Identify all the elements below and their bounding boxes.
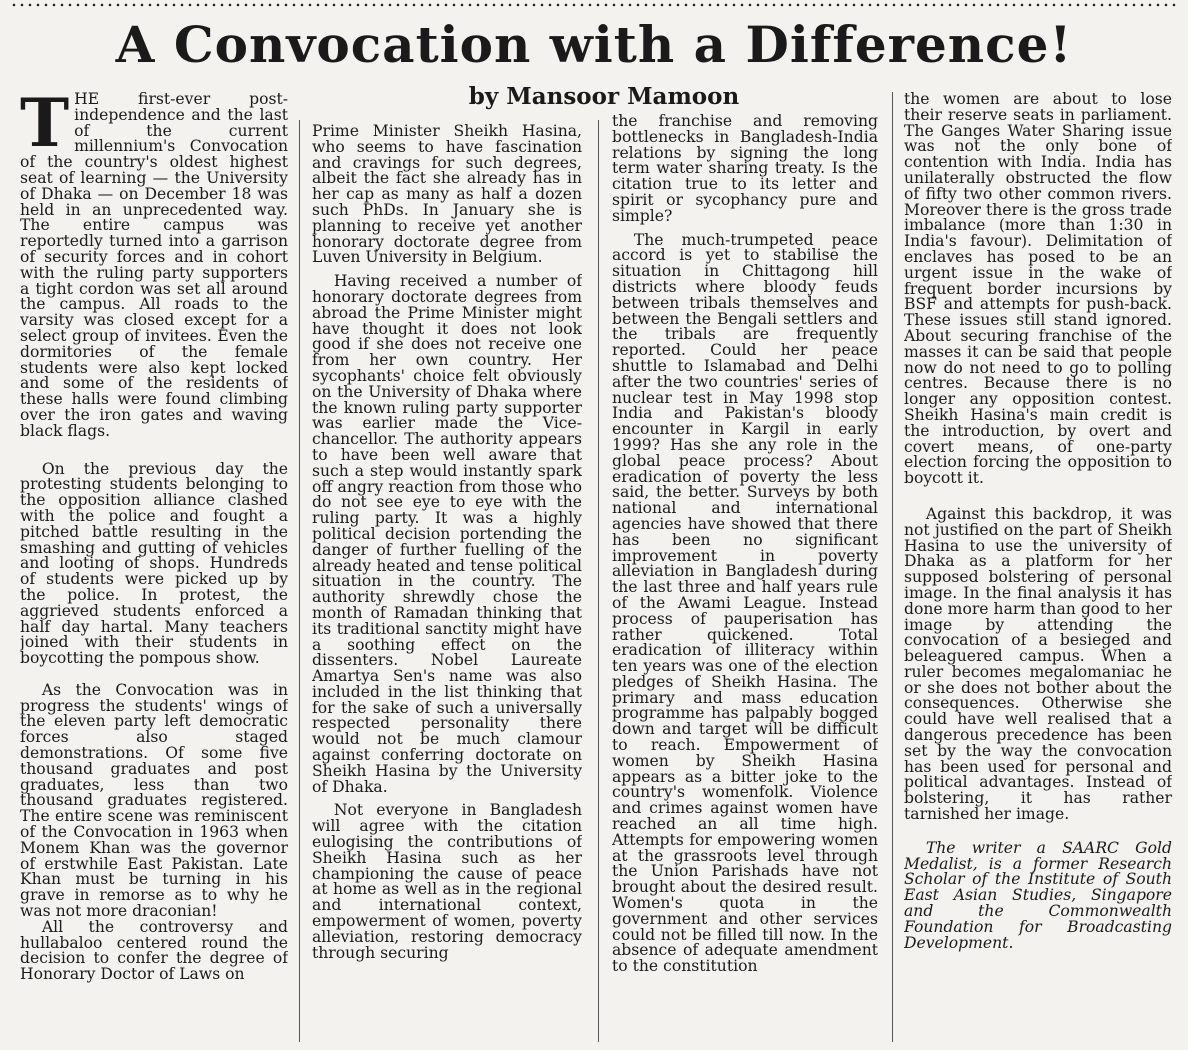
paragraph: Against this backdrop, it was not justified on the part of Sheikh Hasina to use the university of Dhaka as a platform for her supposed bolstering of personal image. In the final analysis it has done more harm than good to her image by attending the convocation of a besieged and beleaguered campus. When a ruler becomes megalomaniac he or she does not bother about the consequences. Otherwise she could have well realised that a dangerous precedence has been set by the way the convocation has been used for personal and political advantages. Instead of bolstering, it has rather tarnished her image. — [904, 504, 1172, 824]
article-column-2 — [312, 124, 582, 1042]
column-rule — [892, 92, 893, 1042]
paragraph: On the previous day the protesting students belonging to the opposition alliance clashed with the police and fought a pitched battle resulting in the smashing and gutting of vehicles and looting of shops. Hundreds of students were picked up by the police. In protest, the aggrieved students enforced a half day hartal. Many teachers joined with their students in boycotting the pompous show. — [20, 459, 288, 668]
paragraph: All the controversy and hullabaloo centered round the decision to confer the degree of Honorary Doctor of Laws on — [20, 917, 288, 984]
paragraph: the franchise and removing bottlenecks in Bangladesh-India relations by signing the long term water sharing treaty. Is the citation true to its letter and spirit or sycophancy pure and simple? — [612, 112, 878, 225]
column-rule — [299, 120, 300, 1042]
paragraph: Prime Minister Sheikh Hasina, who seems to have fascination and cravings for such degrees, albeit the fact she already has in her cap as many as half a dozen such PhDs. In January she is planning to receive yet another honorary doctorate degree from Luven University in Belgium. — [312, 124, 582, 267]
paragraph: Having received a number of honorary doctorate degrees from abroad the Prime Minister might have thought it does not look good if she does not receive one from her own country. Her sycophants' choice felt obviously on the University of Dhaka where the known ruling party supporter was earlier made the Vice-chancellor. The authority appears to have been well aware that such a step would instantly spark off angry reaction from those who do not see eye to eye with the ruling party. It was a highly political decision portending the danger of further fuelling of the already heated and tense political situation in the country. The authority shrewdly chose the month of Ramadan thinking that its traditional sanctity might have a soothing effect on the dissenters. Nobel Laureate Amartya Sen's name was also included in the list thinking that for the sake of such a universally respected personality there would not be much clamour against conferring doctorate on Sheikh Hasina by the University of Dhaka. — [312, 272, 582, 796]
drop-cap: T — [20, 92, 70, 162]
paragraph: Not everyone in Bangladesh will agree with the citation eulogising the contributions of Sheikh Hasina such as her championing the cause of peace at home as well as in the regional and international context, empowerment of women, poverty alleviation, restoring democracy through securing — [312, 801, 582, 962]
column-rule — [598, 120, 599, 1042]
article-column-3 — [612, 92, 878, 1042]
paragraph-text: HE first-ever post-independence and the last of the current millennium's Convocation of the country's oldest highest seat of learning — the University of Dhaka — on December 18 was held in an unprecedented way. The entire campus was reportedly turned into a garrison of security forces and in cohort with the ruling party supporters a tight cordon was set all around the campus. All roads to the varsity was closed except for a select group of invitees. Even the dormitories of the female students were also kept locked and some of the residents of these halls were found climbing over the iron gates and waving black flags. — [20, 92, 288, 440]
article-column-1 — [20, 92, 288, 1042]
paragraph: The much-trumpeted peace accord is yet to stabilise the situation in Chittagong hill districts where bloody feuds between tribals themselves and between the Bengali settlers and the tribals are frequently reported. Could her peace shuttle to Islamabad and Delhi after the two countries' series of nuclear test in May 1998 stop India and Pakistan's bloody encounter in Kargil in early 1999? Has she any role in the global peace process? About eradication of poverty the less said, the better. Surveys by both national and international agencies have showed that there has been no significant improvement in poverty alleviation in Bangladesh during the last three and half years rule of the Awami League. Instead process of pauperisation has rather quickened. Total eradication of illiteracy within ten years was one of the election pledges of Sheikh Hasina. The primary and mass education programme has palpably bogged down and target will be difficult to reach. Empowerment of women by Sheikh Hasina appears as a bitter joke to the country's womenfolk. Violence and crimes against women have reached an all time high. Attempts for empowering women at the grassroots level through the Union Parishads have not brought about the desired result. Women's quota in the government and other services could not be filled till now. In the absence of adequate amendment to the constitution — [612, 230, 878, 976]
article-byline: by Mansoor Mamoon — [468, 83, 740, 110]
paragraph: As the Convocation was in progress the students' wings of the eleven party left democratic forces also staged demonstrations. Of some five thousand graduates and post graduates, less than two thousand graduates registered. The entire scene was reminiscent of the Convocation in 1963 when Monem Khan was the governor of erstwhile East Pakistan. Late Khan must be turning in his grave in remorse as to why he was not more draconian! — [20, 680, 288, 921]
article-headline: A Convocation with a Difference! — [115, 15, 1073, 74]
paragraph: the women are about to lose their reserve seats in parliament. The Ganges Water Sharing issue was not the only bone of contention with India. India has unilaterally obstructed the flow of fifty two other common rivers. Moreover there is the gross trade imbalance (more than 1:30 in India's favour). Delimitation of enclaves has posed to be an urgent issue in the wake of frequent border incursions by BSF and attempts for push-back. These issues still stand ignored. About securing franchise of the masses it can be said that people now do not need to go to polling centres. Because there is no longer any opposition contest. Sheikh Hasina's main credit is the introduction, by overt and covert means, of one-party election forcing the opposition to boycott it. — [904, 92, 1172, 488]
paragraph — [20, 92, 288, 440]
article-column-4 — [904, 92, 1172, 1042]
writer-note: The writer a SAARC Gold Medalist, is a former Research Scholar of the Institute of South East Asian Studies, Singapore and the Commonwealth Foundation for Broadcasting Development. — [904, 838, 1172, 952]
